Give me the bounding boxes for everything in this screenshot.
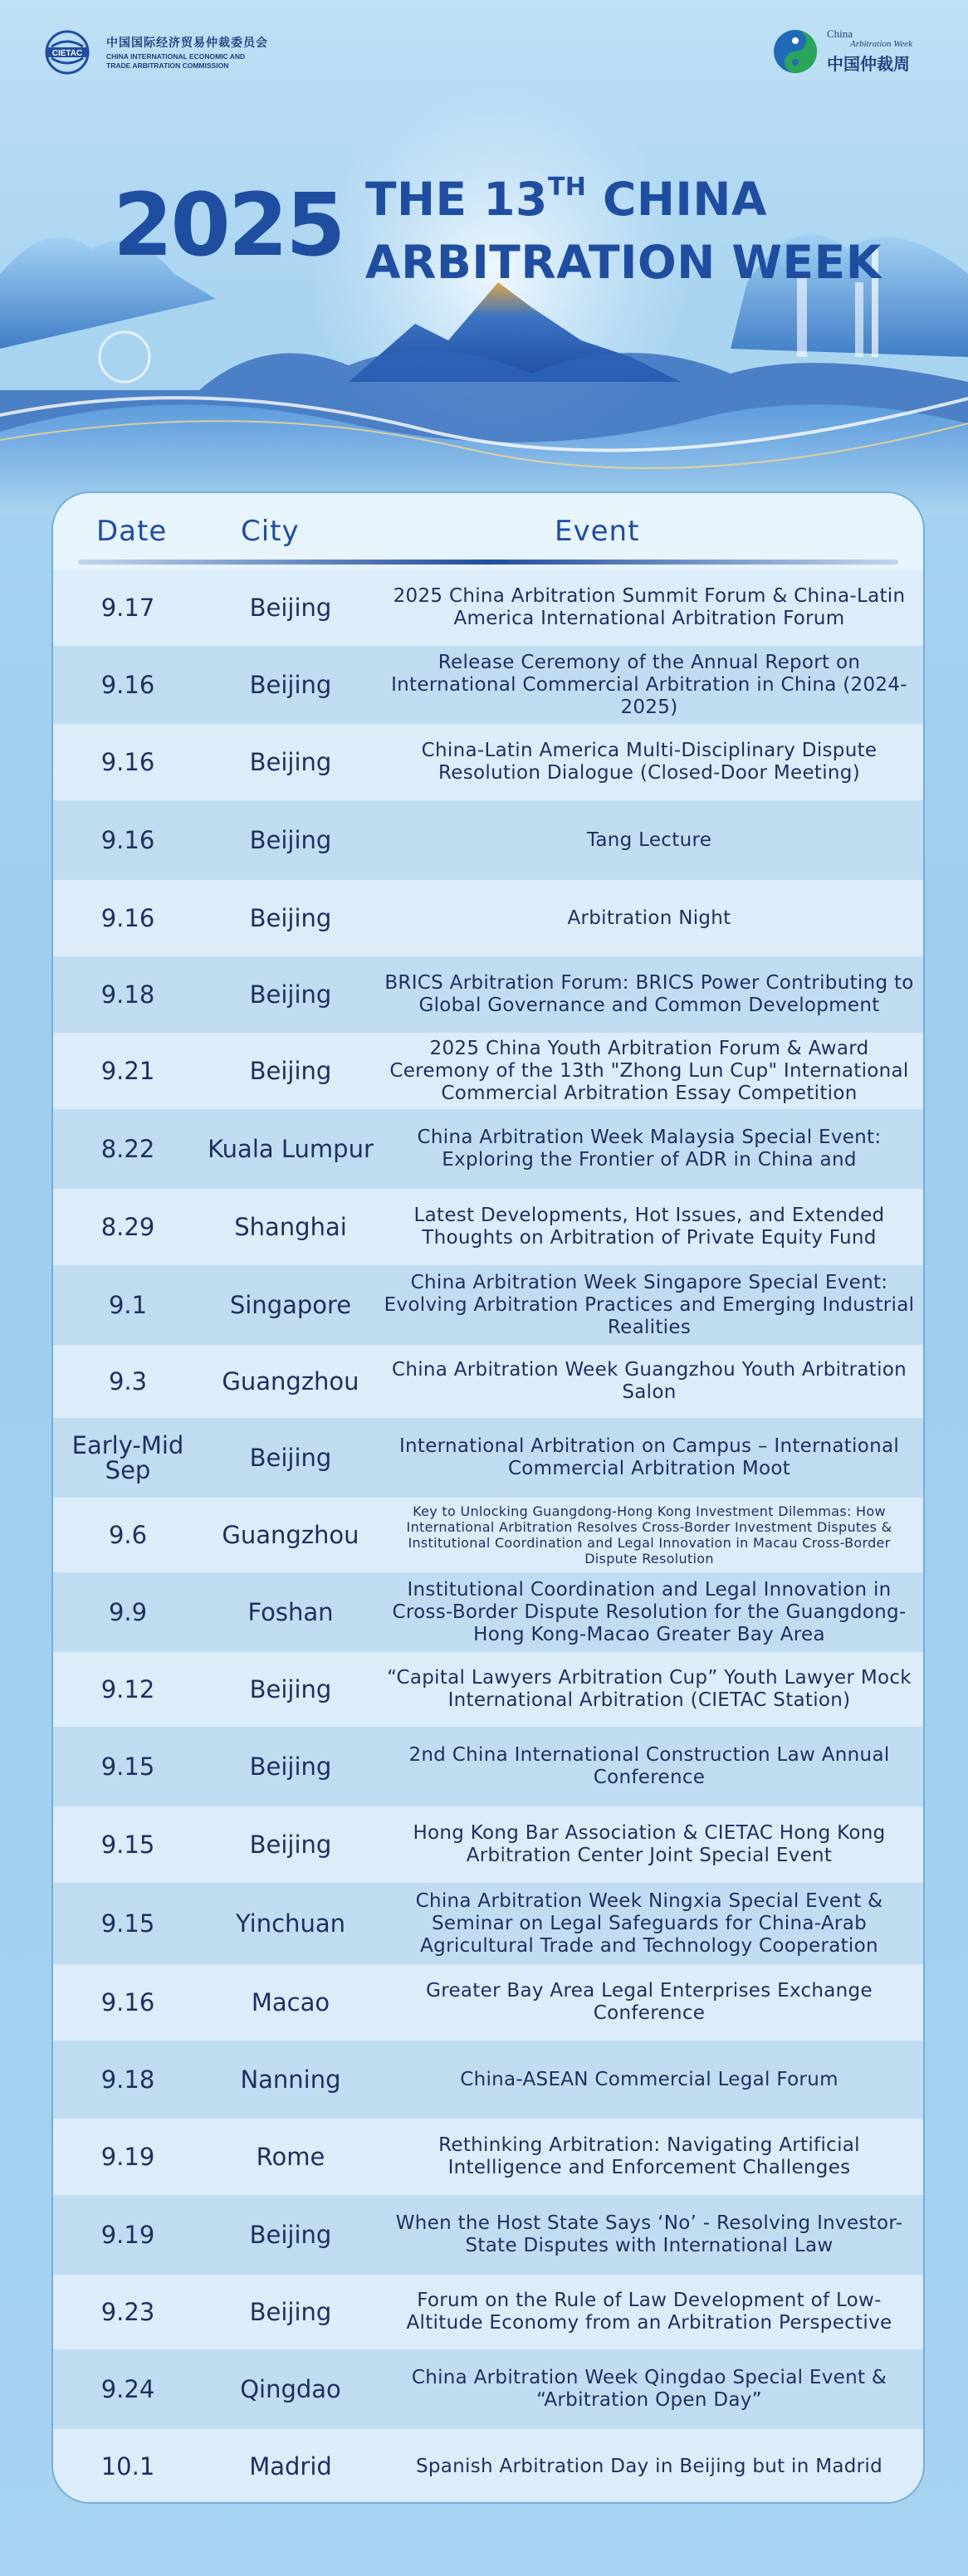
cell-event: “Capital Lawyers Arbitration Cup” Youth Lawyer Mock International Arbitration (CIETAC Station): [387, 1667, 912, 1711]
title-line-1: [365, 156, 882, 231]
cell-event: Rethinking Arbitration: Navigating Artificial Intelligence and Enforcement Challenges: [438, 2134, 860, 2178]
cell-event: When the Host State Says ‘No’ - Resolving Investor-State Disputes with International Law: [395, 2212, 903, 2256]
arbitration-week-texts: [827, 29, 912, 75]
cell-date: 9.16: [100, 671, 155, 699]
title-line1-post: CHINA: [586, 173, 767, 226]
cell-city: Beijing: [249, 904, 332, 932]
week-english-line2: Arbitration Week: [850, 38, 913, 49]
table-row: [53, 956, 923, 1033]
cell-date: 9.12: [100, 1675, 155, 1703]
cell-date: Early-Mid Sep: [71, 1431, 184, 1484]
cell-event: 2025 China Arbitration Summit Forum & China-Latin America International Arbitration Forum: [393, 585, 906, 629]
cell-date: 10.1: [100, 2452, 155, 2481]
cell-event: China Arbitration Week Malaysia Special Event: Exploring the Frontier of ADR in China and: [417, 1127, 882, 1171]
column-header-city: City: [241, 515, 300, 548]
cell-city: Shanghai: [234, 1213, 347, 1241]
cell-city: Singapore: [229, 1291, 352, 1319]
cell-city: Beijing: [249, 2298, 332, 2326]
cell-city: Guangzhou: [222, 1521, 359, 1549]
cell-date: 9.3: [108, 1367, 148, 1396]
cell-event: Latest Developments, Hot Issues, and Extended Thoughts on Arbitration of Private Equity Fund: [413, 1205, 885, 1249]
cell-event: Spanish Arbitration Day in Beijing but in Madrid: [415, 2455, 882, 2477]
table-row: [53, 2041, 923, 2119]
cell-date: 9.23: [100, 2298, 155, 2326]
column-header-date: Date: [96, 515, 168, 548]
cell-city: Qingdao: [240, 2375, 341, 2403]
table-row: [53, 1345, 923, 1418]
arbitration-week-emblem-icon: [772, 28, 819, 75]
hero-landscape-illustration: [0, 83, 968, 548]
cell-date: 9.16: [100, 904, 155, 932]
cell-date: 9.6: [108, 1521, 148, 1549]
cell-event: Tang Lecture: [586, 829, 712, 851]
cell-event: China Arbitration Week Singapore Special Event: Evolving Arbitration Practices and Emerging Industrial Realities: [384, 1271, 915, 1338]
cell-event: 2025 China Youth Arbitration Forum & Award Ceremony of the 13th "Zhong Lun Cup" International Commercial Arbitration Essay Competition: [389, 1037, 909, 1104]
cell-event: China Arbitration Week Ningxia Special Event & Seminar on Legal Safeguards for China-Arab Agricultural Trade and Technology Cooperation: [415, 1889, 883, 1957]
cell-event: 2nd China International Construction Law Annual Conference: [408, 1744, 890, 1788]
cell-city: Beijing: [249, 748, 332, 776]
cell-city: Kuala Lumpur: [208, 1135, 374, 1163]
cell-event: Release Ceremony of the Annual Report on International Commercial Arbitration in China (2024-2025): [391, 651, 907, 718]
cell-city: Beijing: [249, 1057, 332, 1085]
table-row: [53, 1109, 923, 1189]
cietac-logo-text: CIETAC: [51, 49, 83, 58]
table-row: [53, 2195, 923, 2275]
cell-date: 8.29: [100, 1213, 155, 1241]
cell-event: Key to Unlocking Guangdong-Hong Kong Investment Dilemmas: How International Arbitration Resolves Cross-Border Investment Disputes & Institutional Coordination and Legal Innovation in Macau Cross-Border Dispute Resolution: [406, 1503, 892, 1567]
table-row: [53, 1964, 923, 2041]
cell-city: Beijing: [249, 1752, 332, 1781]
table-row: [53, 1572, 923, 1652]
cell-date: 9.15: [100, 1752, 155, 1781]
table-row: [53, 1033, 923, 1109]
cell-date: 9.19: [100, 2143, 155, 2171]
cell-event: BRICS Arbitration Forum: BRICS Power Contributing to Global Governance and Common Development: [384, 972, 914, 1016]
cell-city: Beijing: [249, 594, 332, 622]
page-title: [365, 156, 882, 294]
cell-city: Beijing: [249, 671, 332, 699]
cell-date: 9.16: [100, 748, 155, 776]
table-row: [53, 800, 923, 880]
cell-city: Beijing: [249, 1831, 332, 1859]
title-year: 2025: [113, 174, 344, 276]
week-chinese-name: 中国仲裁周: [827, 53, 910, 74]
cell-date: 9.1: [108, 1291, 148, 1319]
table-header: [53, 493, 923, 569]
table-body: [53, 569, 923, 2504]
table-row: [53, 1418, 923, 1498]
cietac-chinese-name: 中国国际经济贸易仲裁委员会: [106, 36, 268, 49]
cell-city: Beijing: [249, 826, 332, 854]
cell-city: Beijing: [249, 2221, 332, 2249]
cell-date: 9.16: [100, 826, 155, 854]
cell-city: Rome: [256, 2143, 325, 2171]
cietac-english-name: CHINA INTERNATIONAL ECONOMIC AND TRADE ARBITRATION COMMISSION: [106, 52, 246, 70]
cell-city: Nanning: [240, 2065, 341, 2094]
cell-date: 9.21: [100, 1057, 155, 1085]
table-row: [53, 569, 923, 646]
cell-event: China Arbitration Week Qingdao Special Event & “Arbitration Open Day”: [411, 2367, 887, 2411]
table-row: [53, 2349, 923, 2429]
cell-event: Arbitration Night: [567, 907, 731, 929]
cell-city: Madrid: [249, 2452, 332, 2481]
cell-date: 9.18: [100, 2065, 155, 2094]
title-line-2: ARBITRATION WEEK: [365, 236, 882, 289]
cell-date: 9.15: [100, 1831, 155, 1859]
cell-date: 9.18: [100, 980, 155, 1009]
table-row: [53, 1727, 923, 1806]
column-header-event: Event: [555, 515, 640, 548]
cell-event: China-ASEAN Commercial Legal Forum: [460, 2068, 838, 2090]
cell-city: Beijing: [249, 1675, 332, 1703]
cell-city: Beijing: [249, 1444, 332, 1472]
cell-date: 9.17: [100, 594, 155, 622]
cell-date: 9.15: [100, 1909, 155, 1938]
cell-date: 9.19: [100, 2221, 155, 2249]
cell-date: 9.16: [100, 1988, 155, 2016]
cell-event: International Arbitration on Campus – International Commercial Arbitration Moot: [398, 1435, 900, 1479]
week-english-line1: China: [827, 27, 853, 40]
cell-event: Forum on the Rule of Law Development of Low-Altitude Economy from an Arbitration Perspective: [406, 2290, 892, 2334]
cell-date: 9.9: [108, 1598, 148, 1626]
cietac-emblem-icon: [45, 30, 90, 75]
table-row: [53, 724, 923, 800]
header-divider: [78, 560, 898, 565]
table-row: [53, 2119, 923, 2195]
title-line1-sup: TH: [547, 173, 587, 202]
cell-date: 8.22: [100, 1135, 155, 1163]
top-bar: [0, 0, 968, 83]
arbitration-week-logo: [772, 28, 912, 75]
cietac-logo: [45, 30, 268, 75]
table-row: [53, 2275, 923, 2349]
cietac-texts: [106, 34, 268, 71]
table-row: [53, 1883, 923, 1964]
table-row: [53, 1806, 923, 1883]
table-row: [53, 1498, 923, 1572]
cell-event: China-Latin America Multi-Disciplinary Dispute Resolution Dialogue (Closed-Door Meeting): [421, 740, 878, 784]
cell-event: Institutional Coordination and Legal Innovation in Cross-Border Dispute Resolution for the Guangdong-Hong Kong-Macao Greater Bay Area: [392, 1578, 907, 1645]
table-row: [53, 880, 923, 956]
title-line1-pre: THE 13: [365, 173, 548, 226]
cell-date: 9.24: [100, 2375, 155, 2403]
table-row: [53, 2429, 923, 2504]
cell-city: Beijing: [249, 980, 332, 1009]
cell-city: Yinchuan: [236, 1909, 345, 1938]
cell-city: Macao: [251, 1988, 330, 2016]
cell-event: China Arbitration Week Guangzhou Youth Arbitration Salon: [391, 1359, 907, 1403]
cell-city: Foshan: [247, 1598, 334, 1626]
table-row: [53, 1652, 923, 1727]
cell-city: Guangzhou: [222, 1367, 359, 1396]
table-row: [53, 646, 923, 724]
cell-event: Greater Bay Area Legal Enterprises Exchange Conference: [426, 1980, 873, 2024]
cell-event: Hong Kong Bar Association & CIETAC Hong Kong Arbitration Center Joint Special Event: [413, 1822, 886, 1866]
table-row: [53, 1265, 923, 1345]
table-row: [53, 1189, 923, 1265]
schedule-table: [51, 491, 925, 2504]
